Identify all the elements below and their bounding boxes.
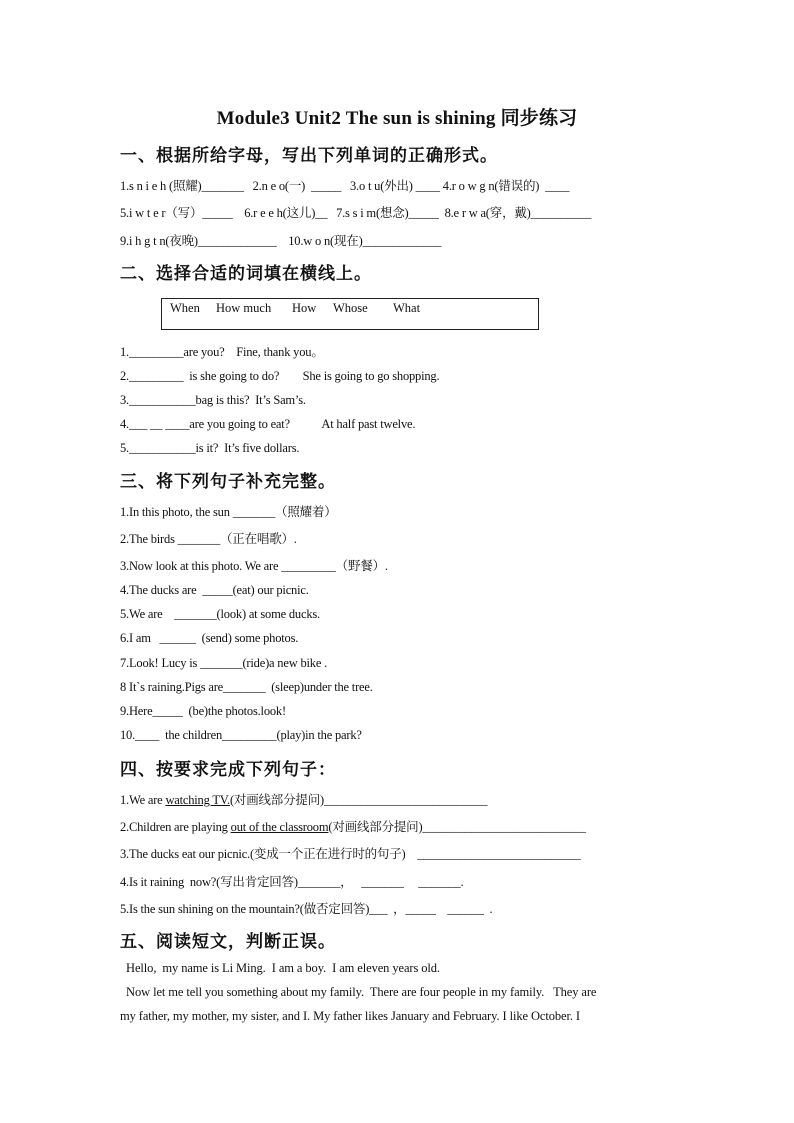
section2-line-5: 5.___________is it? It’s five dollars.: [120, 441, 300, 455]
q1-prefix: 1.We are: [120, 793, 166, 807]
q2-prefix: 2.Children are playing: [120, 820, 231, 834]
section2-line-3: 3.___________bag is this? It’s Sam’s.: [120, 393, 306, 407]
word-bank-item: What: [393, 301, 421, 315]
section1-heading: 一、根据所给字母，写出下列单词的正确形式。: [120, 146, 498, 166]
section4-question-1: [120, 790, 487, 808]
word-bank-box: [161, 298, 539, 330]
section4-question-3: 3.The ducks eat our picnic.(变成一个正在进行时的句子) ___________________________: [120, 847, 581, 861]
section4-heading: 四、按要求完成下列句子：: [120, 760, 336, 780]
word-bank-item: How much: [216, 301, 272, 315]
section2-heading: 二、选择合适的词填在横线上。: [120, 264, 372, 284]
word-bank-item: Whose: [333, 301, 368, 315]
section3-line-1: 1.In this photo, the sun _______（照耀着）: [120, 505, 337, 519]
section1-line-1: 1.s n i e h (照耀)_______ 2.n e o(一) _____ 3.o t u(外出) ____ 4.r o w g n(错误的) ____: [120, 179, 570, 193]
section3-line-3: 3.Now look at this photo. We are _________（野餐）.: [120, 559, 388, 573]
word-bank-item: When: [170, 301, 200, 315]
section3-line-2: 2.The birds _______（正在唱歌）.: [120, 532, 297, 546]
section3-heading: 三、将下列句子补充完整。: [120, 472, 336, 492]
section3-line-4: 4.The ducks are _____(eat) our picnic.: [120, 583, 309, 597]
section4-question-4: 4.Is it raining now?(写出肯定回答)_______， _______ _______.: [120, 875, 464, 889]
section3-line-6: 6.I am ______ (send) some photos.: [120, 631, 299, 645]
section3-line-9: 9.Here_____ (be)the photos.look!: [120, 704, 286, 718]
reading-line-3: my father, my mother, my sister, and I. My father likes January and February. I like October. I: [120, 1009, 580, 1023]
q2-suffix: (对画线部分提问)___________________________: [328, 820, 586, 834]
section2-line-1: 1._________are you? Fine, thank you。: [120, 345, 324, 359]
q2-underlined-text: out of the classroom: [230, 820, 329, 834]
section2-line-2: 2._________ is she going to do? She is going to go shopping.: [120, 369, 440, 383]
section3-line-8: 8 It`s raining.Pigs are_______ (sleep)under the tree.: [120, 680, 373, 694]
section3-line-7: 7.Look! Lucy is _______(ride)a new bike .: [120, 656, 328, 670]
section1-line-3: 9.i h g t n(夜晚)_____________ 10.w o n(现在)_____________: [120, 234, 442, 248]
section4-question-5: 5.Is the sun shining on the mountain?(做否定回答)___ ，_____ ______ .: [120, 902, 493, 916]
q1-suffix: (对画线部分提问)___________________________: [229, 793, 488, 807]
section5-heading: 五、阅读短文，判断正误。: [120, 932, 336, 952]
page-title: Module3 Unit2 The sun is shining 同步练习: [216, 108, 578, 129]
section4-question-2: [120, 817, 586, 835]
reading-line-2: Now let me tell you something about my family. There are four people in my family. They are: [120, 985, 597, 999]
reading-line-1: Hello, my name is Li Ming. I am a boy. I am eleven years old.: [120, 961, 440, 975]
q1-underlined-text: watching TV.: [165, 793, 230, 807]
section1-line-2: 5.i w t e r（写）_____ 6.r e e h(这儿)__ 7.s s i m(想念)_____ 8.e r w a(穿，戴)__________: [120, 206, 592, 220]
section3-line-5: 5.We are _______(look) at some ducks.: [120, 607, 320, 621]
section2-line-4: 4.___ __ ____are you going to eat? At half past twelve.: [120, 417, 416, 431]
word-bank-item: How: [292, 301, 317, 315]
section3-line-10: 10.____ the children_________(play)in the park?: [120, 728, 362, 742]
